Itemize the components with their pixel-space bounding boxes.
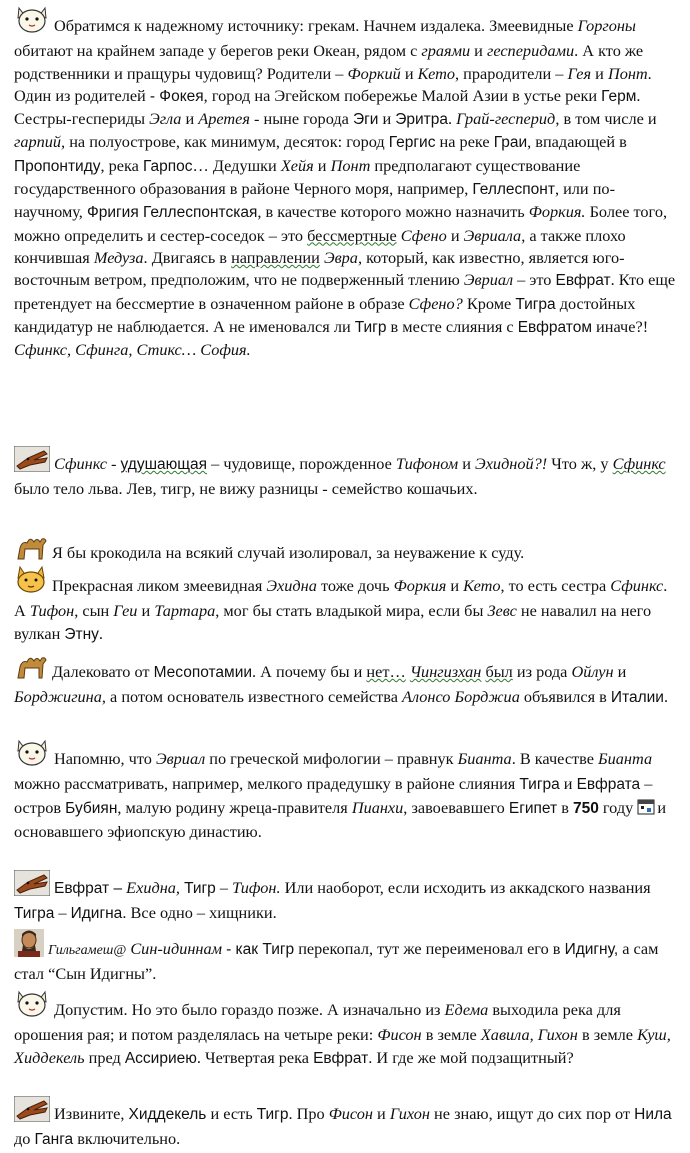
calendar-icon <box>637 799 655 821</box>
crocodile-icon <box>14 1096 50 1128</box>
post-camel-1: Я бы крокодила на всякий случай изолировал, за неуважение к суду. <box>14 533 682 567</box>
cat-face-icon <box>14 990 50 1024</box>
cat-face-icon <box>14 6 50 40</box>
post-croc-2: Евфрат – Ехидна, Тигр – Тифон. Или наоборот, если исходить из аккадского названия Тигра – Идигна. Все одно – хищники. <box>14 870 682 926</box>
post-camel-2: Далековато от Месопотамии. А почему бы и нет… Чингизхан был из рода Ойлун и Борджигина, а потом основатель известного семейства Алонсо Борджиа объявился в Италии. <box>14 652 682 710</box>
crocodile-icon <box>14 446 50 478</box>
camel-icon <box>14 652 48 686</box>
post-warrior-1: Гильгамеш@ Син-идиннам - как Тигр перекопал, тут же переименовал его в Идигну, а сам стал “Сын Идигны”. <box>14 929 682 986</box>
cat-face-icon <box>14 739 50 773</box>
crocodile-icon <box>14 870 50 902</box>
post-cat-2: Напомню, что Эвриал по греческой мифологии – правнук Бианта. В качестве Бианта можно рассматривать, например, мелкого прадедушку в районе слияния Тигра и Евфрата – остров Бубиян, малую родину жреца-правителя Пианхи, завоевавшего Египет в 750 году и основавшего эфиопскую династию. <box>14 739 682 843</box>
post-fox-1: Прекрасная ликом змеевидная Эхидна тоже дочь Форкия и Кето, то есть сестра Сфинкс. А Тифон, сын Геи и Тартара, мог бы стать владыкой мира, если бы Зевс не навалил на него вулкан Этну. <box>14 564 682 646</box>
author-name[interactable]: Гильгамеш@ <box>48 943 127 958</box>
camel-icon <box>14 533 48 567</box>
post-cat-3: Допустим. Но это было гораздо позже. А изначально из Едема выходила река для орошения рая; и потом разделялась на четыре реки: Фисон в земле Хавила, Гихон в земле Куш, Хиддекель пред Ассириею. Четвертая река Евфрат. И где же мой подзащитный? <box>14 990 682 1070</box>
warrior-avatar-icon <box>14 929 44 963</box>
post-croc-1: Сфинкс - удушающая – чудовище, порожденное Тифоном и Эхидной?! Что ж, у Сфинкс было тело льва. Лев, тигр, не вижу разницы - семейство кошачьих. <box>14 446 682 501</box>
fox-icon <box>14 564 48 600</box>
post-croc-3: Извините, Хиддекель и есть Тигр. Про Фисон и Гихон не знаю, ищут до сих пор от Нила до Ганга включительно. <box>14 1096 682 1152</box>
post-cat-1: Обратимся к надежному источнику: грекам. Начнем издалека. Змеевидные Горгоны обитают на крайнем западе у берегов реки Океан, рядом с граями и гесперидами. А кто же родственники и пращуры чудовищ? Родители – Форкий и Кето, прародители – Гея и Понт. Один из родителей - Фокея, город на Эгейском побережье Малой Азии в устье реки Герм. Сестры-геспериды Эгла и Аретея - ныне города Эги и Эритра. Грай-гесперид, в том числе и гарпий, на полуострове, как минимум, десяток: город Гергис на реке Граи, впадающей в Пропонтиду, река Гарпос… Дедушки Хейя и Понт предполагают существование государственного образования в районе Черного моря, например, Геллеспонт, или по-научному, Фригия Геллеспонтская, в качестве которого можно назначить Форкия. Более того, можно определить и сестер-соседок – это бессмертные Сфено и Эвриала, а также плохо кончившая Медуза. Двигаясь в направлении Эвра, который, как известно, является юго-восточным ветром, предположим, что не подверженный тлению Эвриал – это Евфрат. Кто еще претендует на бессмертие в означенном районе в образе Сфено? Кроме Тигра достойных кандидатур не наблюдается. А не именовался ли Тигр в месте слияния с Евфратом иначе?! Сфинкс, Сфинга, Стикс… София. <box>14 6 682 361</box>
